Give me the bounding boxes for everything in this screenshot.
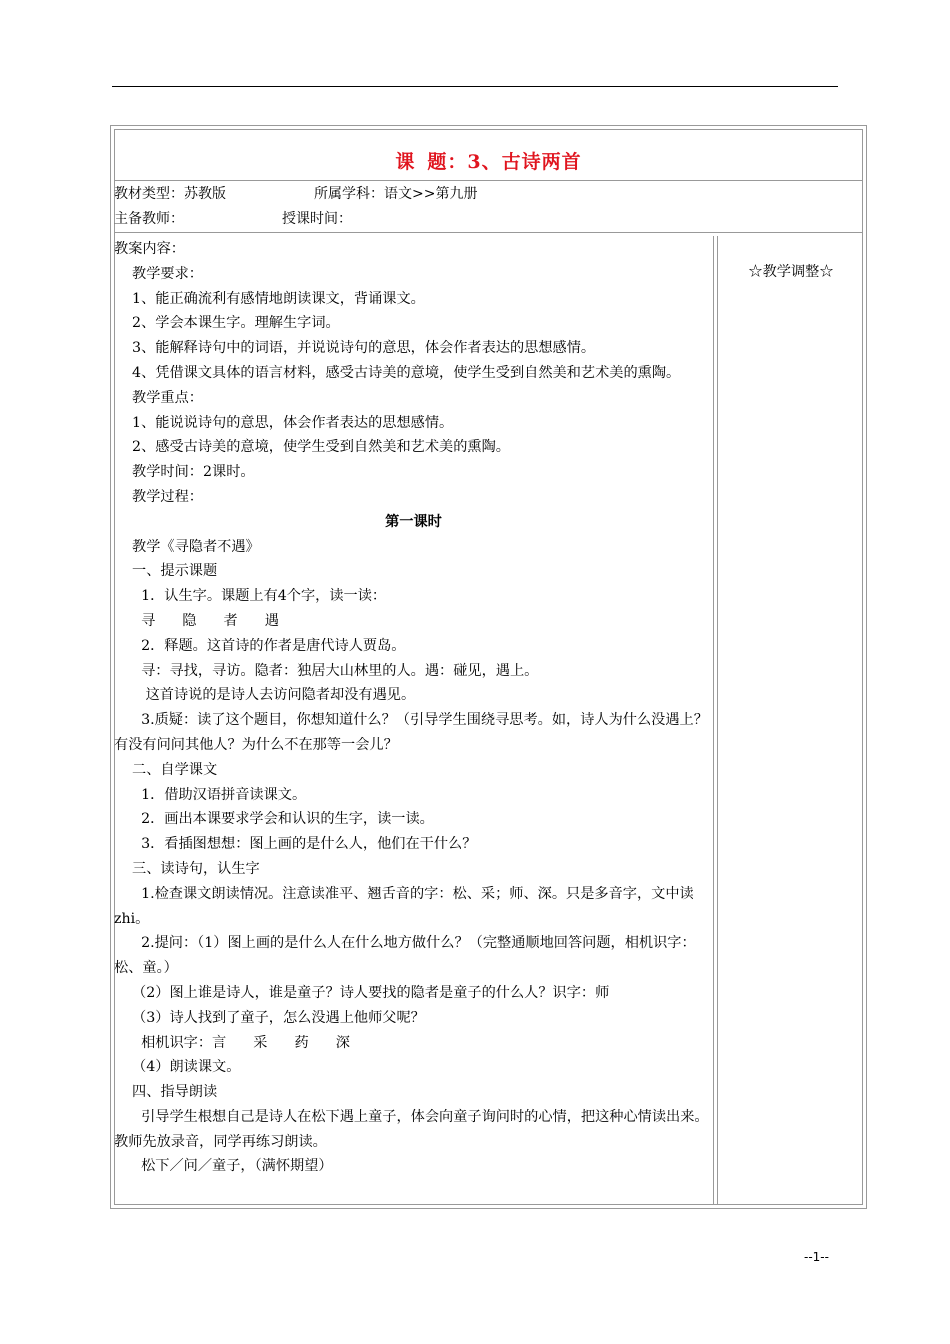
content-line: 教学时间：2课时。 [114, 464, 255, 481]
content-line: 相机识字：言 采 药 深 [114, 1034, 350, 1051]
teaching-adjustment-heading: ☆教学调整☆ [748, 264, 834, 280]
page-number: --1-- [804, 1250, 829, 1264]
content-line: 教学过程： [114, 488, 203, 505]
lead-teacher: 主备教师： [114, 211, 184, 227]
textbook-type: 教材类型：苏教版 [114, 186, 226, 202]
column-divider-inner [717, 236, 718, 1205]
column-divider [713, 236, 714, 1205]
content-line: 教学《寻隐者不遇》 [114, 538, 260, 555]
content-line: 3、能解释诗句中的词语，并说说诗句的意思，体会作者表达的思想感情。 [114, 340, 596, 357]
content-line: 2．释题。这首诗的作者是唐代诗人贾岛。 [114, 637, 406, 654]
content-line: 教学重点： [114, 389, 203, 406]
content-line: 这首诗说的是诗人去访问隐者却没有遇见。 [114, 687, 416, 704]
content-line: 2、学会本课生字。理解生字词。 [114, 315, 340, 332]
content-line: 引导学生根想自己是诗人在松下遇上童子，体会向童子询问时的心情，把这种心情读出来。教师先放录音，同学再练习朗读。 [114, 1108, 709, 1150]
content-line: 二、自学课文 [114, 761, 218, 778]
content-line: 1．认生字。课题上有4个字，读一读： [114, 588, 387, 605]
content-line: 寻 隐 者 遇 [114, 612, 279, 629]
content-line: 2．画出本课要求学会和认识的生字，读一读。 [114, 811, 434, 828]
content-line: 2.提问：（1）图上画的是什么人在什么地方做什么？（完整通顺地回答问题，相机识字：松、童。） [114, 935, 696, 977]
section-heading: 第一课时 [385, 513, 442, 530]
meta-divider [114, 232, 863, 233]
content-line: 3.质疑：读了这个题目，你想知道什么？（引导学生围绕寻思考。如，诗人为什么没遇上？有没有问问其他人？为什么不在那等一会儿？ [114, 712, 708, 753]
content-line: 松下／问／童子，（满怀期望） [114, 1158, 333, 1175]
content-line: 教案内容： [114, 241, 185, 257]
content-line: 2、感受古诗美的意境，使学生受到自然美和艺术美的熏陶。 [114, 439, 510, 456]
content-line: 一、提示课题 [114, 563, 218, 580]
content-line: （4）朗读课文。 [114, 1059, 241, 1076]
lesson-content [114, 237, 713, 1179]
content-line: 4、凭借课文具体的语言材料，感受古诗美的意境，使学生受到自然美和艺术美的熏陶。 [114, 364, 681, 381]
header-rule [112, 86, 838, 87]
content-line: 1、能正确流利有感情地朗读课文，背诵课文。 [114, 290, 425, 307]
content-line: （2）图上谁是诗人，谁是童子？诗人要找的隐者是童子的什么人？识字：师 [114, 984, 610, 1001]
content-line: 1．借助汉语拼音读课文。 [114, 786, 307, 803]
content-line: 3．看插图想想：图上画的是什么人，他们在干什么？ [114, 836, 477, 853]
content-line: 1.检查课文朗读情况。注意读准平、翘舌音的字：松、采；师、深。只是多音字，文中读zhi。 [114, 885, 694, 927]
page-title: 课 题：3、古诗两首 [395, 151, 582, 173]
content-line: 寻：寻找，寻访。隐者：独居大山林里的人。遇：碰见，遇上。 [114, 662, 539, 679]
content-line: （3）诗人找到了童子，怎么没遇上他师父呢？ [114, 1009, 425, 1026]
content-line: 1、能说说诗句的意思，体会作者表达的思想感情。 [114, 414, 454, 431]
content-line: 四、指导朗读 [114, 1084, 218, 1101]
class-time: 授课时间： [282, 211, 352, 227]
content-line: 教学要求： [114, 265, 203, 282]
content-line: 三、读诗句，认生字 [114, 860, 260, 877]
title-divider [114, 180, 863, 181]
subject: 所属学科：语文>>第九册 [314, 186, 478, 202]
